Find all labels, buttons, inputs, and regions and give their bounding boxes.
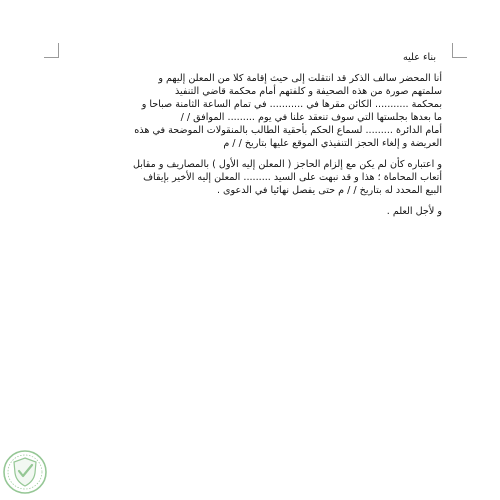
closing-line: و لأجل العلم . <box>386 206 442 217</box>
top-right-margin-mark <box>452 43 467 58</box>
paragraph2-line-3: البيع المحدد له بتاريخ / / م حتى يفصل نهائيا في الدعوى . <box>216 185 442 196</box>
paragraph2-line-1: و اعتباره كأن لم يكن مع إلزام الحاجز ( المعلن إليه الأول ) بالمصاريف و مقابل <box>132 159 442 170</box>
document-heading: بناء عليه <box>403 52 436 63</box>
green-shield-seal-icon <box>2 449 48 495</box>
paragraph1-line-6: العريضة و إلغاء الحجز التنفيذي الموقع عليها بتاريخ / / م <box>223 138 442 149</box>
paragraph1-line-5: أمام الدائرة ......... لسماع الحكم بأحقية الطالب بالمنقولات الموضحة في هذه <box>134 125 442 136</box>
paragraph1-line-1: أنا المحضر سالف الذكر قد انتقلت إلى حيث إقامة كلا من المعلن إليهم و <box>158 73 442 84</box>
paragraph1-line-2: سلمتهم صورة من هذه الصحيفة و كلفتهم أمام محكمة قاضي التنفيذ <box>174 86 442 97</box>
paragraph2-line-2: أتعاب المحاماة ؛ هذا و قد نبهت على السيد ......... المعلن إليه الأخير بإيقاف <box>143 172 442 183</box>
paragraph1-line-4: ما بعدها بجلستها التي سوف تنعقد علنا في يوم ......... الموافق / / <box>180 112 442 123</box>
top-left-margin-mark <box>44 43 59 58</box>
paragraph1-line-3: بمحكمة ........... الكائن مقرها في ........... في تمام الساعة الثامنة صباحا و <box>141 99 442 110</box>
